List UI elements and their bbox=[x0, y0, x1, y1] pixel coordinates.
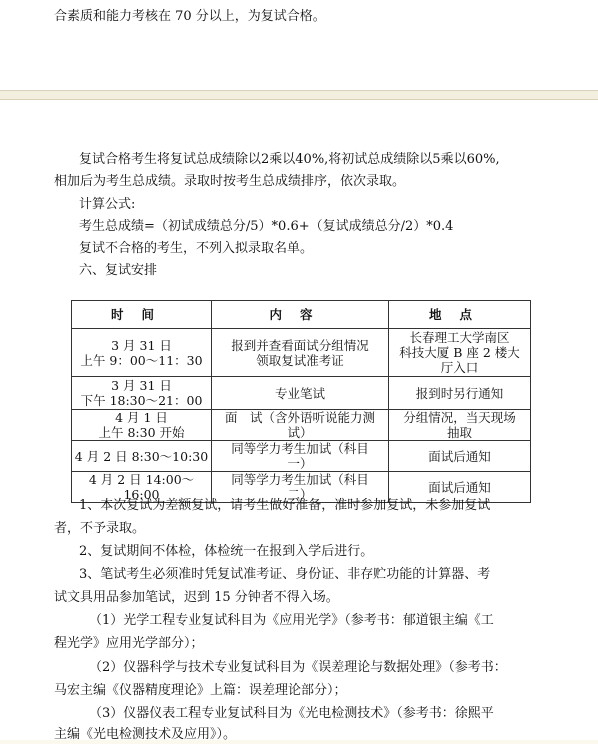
fail-note: 复试不合格的考生，不列入拟录取名单。 bbox=[79, 241, 314, 256]
place-cell: 面试后通知 bbox=[389, 472, 531, 503]
place-cell: 报到时另行通知 bbox=[389, 377, 531, 410]
section-heading: 六、复试安排 bbox=[79, 263, 158, 278]
note-line: 马宏主编《仪器精度理论》上篇：误差理论部分）； bbox=[54, 683, 347, 698]
top-page-text: 合素质和能力考核在 70 分以上，为复试合格。 bbox=[54, 9, 326, 24]
schedule-table bbox=[71, 300, 531, 503]
content-cell: 专业笔试 bbox=[212, 377, 389, 410]
place-cell: 分组情况，当天现场 抽取 bbox=[389, 410, 531, 441]
content-cell: 报到并查看面试分组情况 领取复试准考证 bbox=[212, 329, 389, 377]
time-cell: 4 月 1 日 上午 8:30 开始 bbox=[72, 410, 212, 441]
current-page bbox=[0, 99, 598, 740]
note-line: 者，不予录取。 bbox=[54, 521, 146, 536]
table-row bbox=[72, 377, 531, 410]
note-line: （3）仪器仪表工程专业复试科目为《光电检测技术》（参考书：徐熙平 bbox=[89, 706, 494, 721]
note-line: 1、本次复试为差额复试，请考生做好准备，准时参加复试，未参加复试 bbox=[79, 498, 491, 513]
column-header-place: 地点 bbox=[389, 301, 531, 329]
place-cell: 长春理工大学南区 科技大厦 B 座 2 楼大 厅入口 bbox=[389, 329, 531, 377]
paragraph-line: 复试合格考生将复试总成绩除以2乘以40%,将初试总成绩除以5乘以60%, bbox=[79, 152, 500, 167]
table-row bbox=[72, 441, 531, 472]
note-line: （2）仪器科学与技术专业复试科目为《误差理论与数据处理》（参考书： bbox=[89, 660, 507, 675]
content-cell: 同等学力考生加试（科目 一） bbox=[212, 441, 389, 472]
time-cell: 4 月 2 日 14:00～ 16:00 bbox=[72, 472, 212, 503]
page-separator bbox=[0, 91, 598, 99]
note-line: 2、复试期间不体检，体检统一在报到入学后进行。 bbox=[79, 544, 374, 559]
place-cell: 面试后通知 bbox=[389, 441, 531, 472]
formula-label: 计算公式: bbox=[79, 197, 136, 212]
formula: 考生总成绩=（初试成绩总分/5）*0.6+（复试成绩总分/2）*0.4 bbox=[79, 219, 454, 234]
table-header-row bbox=[72, 301, 531, 329]
table-row bbox=[72, 329, 531, 377]
paragraph-line: 相加后为考生总成绩。录取时按考生总成绩排序，依次录取。 bbox=[54, 174, 406, 189]
note-line: （1）光学工程专业复试科目为《应用光学》（参考书：郁道银主编《工 bbox=[89, 613, 494, 628]
time-cell: 4 月 2 日 8:30～10:30 bbox=[72, 441, 212, 472]
note-line: 程光学》应用光学部分）； bbox=[54, 636, 204, 651]
content-cell: 面 试（含外语听说能力测 试） bbox=[212, 410, 389, 441]
note-line: 3、笔试考生必须准时凭复试准考证、身份证、非存贮功能的计算器、考 bbox=[79, 567, 491, 582]
note-line: 试文具用品参加笔试，迟到 15 分钟者不得入场。 bbox=[54, 590, 339, 605]
table-row bbox=[72, 410, 531, 441]
time-cell: 3 月 31 日 上午 9：00～11：30 bbox=[72, 329, 212, 377]
column-header-time: 时间 bbox=[72, 301, 212, 329]
time-cell: 3 月 31 日 下午 18:30～21：00 bbox=[72, 377, 212, 410]
content-cell: 同等学力考生加试（科目 二） bbox=[212, 472, 389, 503]
column-header-content: 内容 bbox=[212, 301, 389, 329]
note-line: 主编《光电检测技术及应用》）。 bbox=[54, 727, 237, 742]
previous-page bbox=[0, 0, 598, 91]
